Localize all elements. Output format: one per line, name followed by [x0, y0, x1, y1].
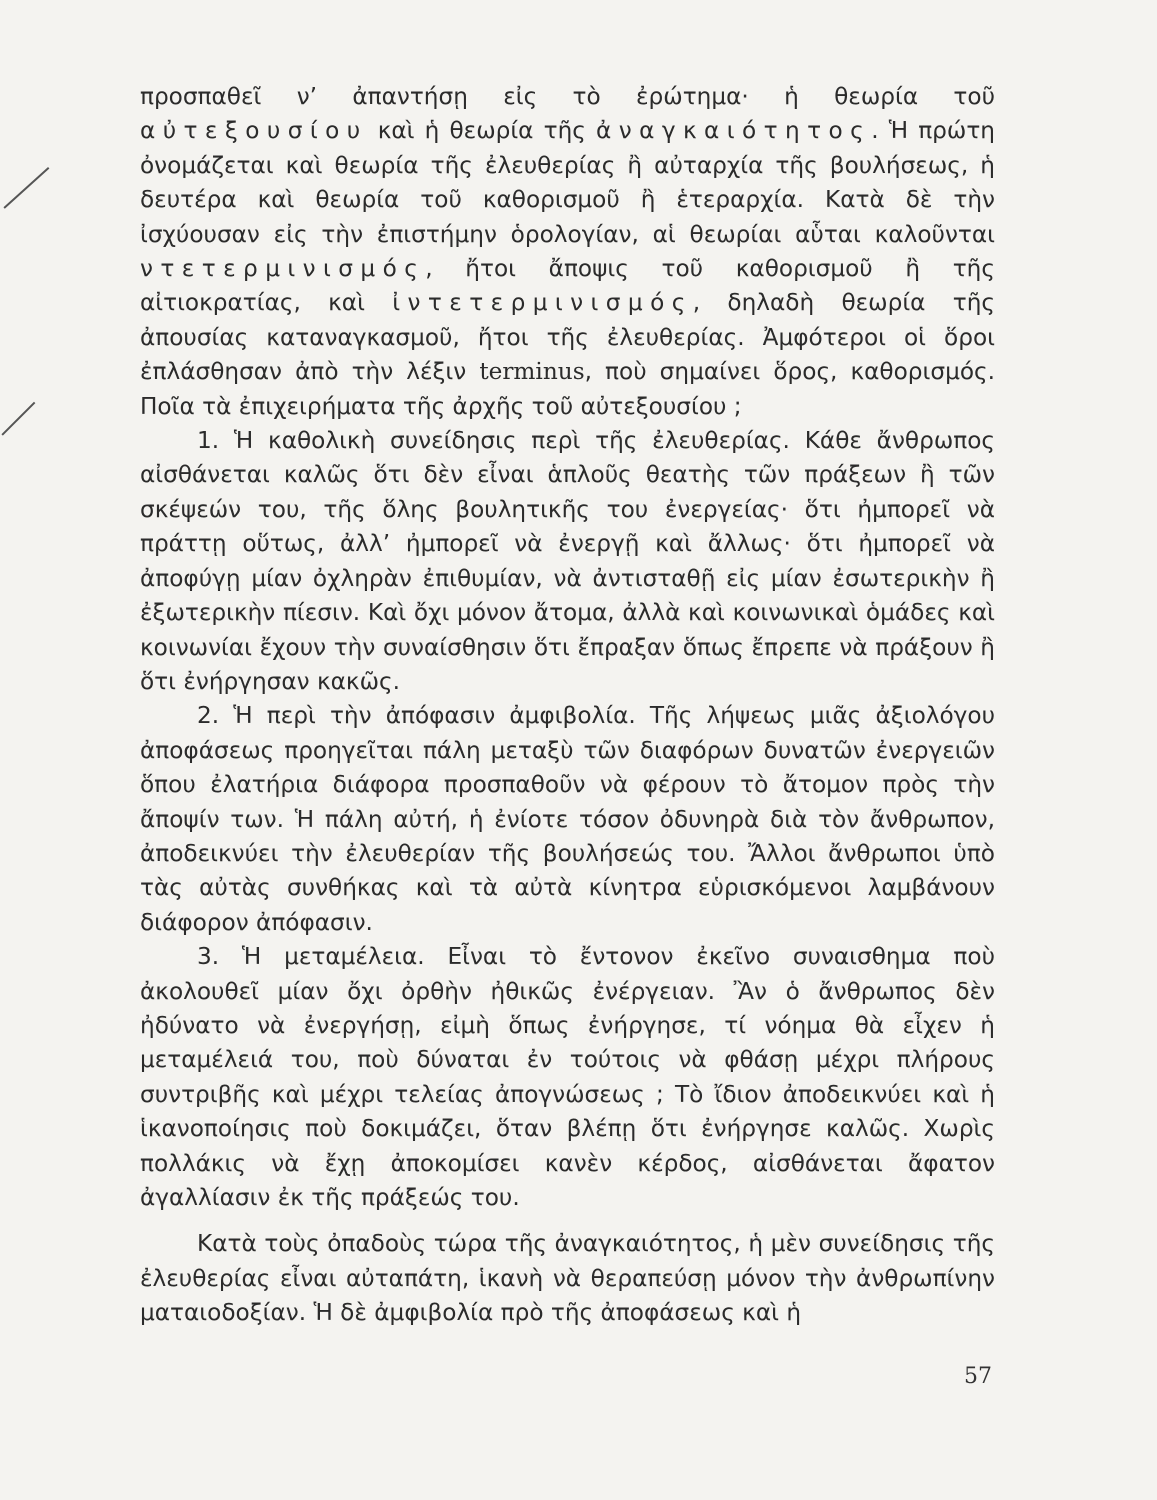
spaced-term: ἰντετερμινισμός	[392, 289, 693, 317]
paragraph-argument-2	[140, 699, 995, 940]
text-run: 1. Ἡ καθολικὴ συνείδησις περὶ τῆς ἐλευθερίας. Κάθε ἄνθρωπος αἰσθάνεται καλῶς ὅτι δὲν εἶναι ἁπλοῦς θεατὴς τῶν πράξεων ἢ τῶν σκέψεών του, τῆς ὅλης βουλητικῆς του ἐνεργείας· ὅτι ἠμπορεῖ νὰ πράττῃ οὕτως, ἀλλ’ ἠμπορεῖ νὰ ἐνεργῇ καὶ ἄλλως· ὅτι ἠμπορεῖ νὰ ἀποφύγῃ μίαν ὀχληρὰν ἐπιθυμίαν, νὰ ἀντισταθῇ εἰς μίαν ἐσωτερικὴν ἢ ἐξωτερικὴν πίεσιν. Καὶ ὄχι μόνον ἄτομα, ἀλλὰ καὶ κοινωνικαὶ ὁμάδες καὶ κοινωνίαι ἔχουν τὴν συναίσθησιν ὅτι ἔπραξαν ὅπως ἔπρεπε νὰ πράξουν ἢ ὅτι ἐνήργησαν κακῶς.	[140, 427, 995, 695]
text-run: , δηλαδὴ θεωρία τῆς ἀπουσίας καταναγκασμοῦ, ἤτοι τῆς ἐλευθερίας. Ἀμφότεροι οἱ ὅροι ἐπλάσθησαν ἀπὸ τὴν λέξιν	[140, 289, 995, 386]
latin-term: terminus	[479, 358, 585, 386]
text-run: , ποὺ σημαίνει ὅρος, καθορισμός. Ποῖα τὰ ἐπιχειρήματα τῆς ἀρχῆς τοῦ αὐτεξουσίου ;	[140, 358, 995, 420]
body-text	[140, 80, 995, 1331]
page-number: 57	[964, 1364, 992, 1389]
paragraph-argument-3	[140, 940, 995, 1215]
margin-pencil-mark	[1, 402, 35, 436]
text-run: 3. Ἡ μεταμέλεια. Εἶναι τὸ ἔντονον ἐκεῖνο συναισθημα ποὺ ἀκολουθεῖ μίαν ὄχι ὀρθὴν ἠθικῶς ἐνέργειαν. Ἂν ὁ ἄνθρωπος δὲν ἠδύνατο νὰ ἐνεργήσῃ, εἰμὴ ὅπως ἐνήργησε, τί νόημα θὰ εἶχεν ἡ μεταμέλειά του, ποὺ δύναται ἐν τούτοις νὰ φθάσῃ μέχρι πλήρους συντριβῆς καὶ μέχρι τελείας ἀπογνώσεως ; Τὸ ἴδιον ἀποδεικνύει καὶ ἡ ἱκανοποίησις ποὺ δοκιμάζει, ὅταν βλέπῃ ὅτι ἐνήργησε καλῶς. Χωρὶς πολλάκις νὰ ἔχῃ ἀποκομίσει κανὲν κέρδος, αἰσθάνεται ἄφατον ἀγαλλίασιν ἐκ τῆς πράξεώς του.	[140, 943, 995, 1211]
spaced-term: αὐτεξουσίου	[140, 117, 368, 145]
text-run: , ἤτοι ἄποψις τοῦ καθορισμοῦ ἢ τῆς αἰτιοκρατίας, καὶ	[140, 255, 995, 317]
text-run: . Ἡ πρώτη ὀνομάζεται καὶ θεωρία τῆς ἐλευθερίας ἢ αὐταρχία τῆς βουλήσεως, ἡ δευτέρα καὶ θεωρία τοῦ καθορισμοῦ ἢ ἑτεραρχία. Κατὰ δὲ τὴν ἰσχύουσαν εἰς τὴν ἐπιστήμην ὁρολογίαν, αἱ θεωρίαι αὗται καλοῦνται	[140, 117, 995, 248]
spaced-term: ντετερμινισμός	[140, 255, 426, 283]
spaced-term: ἀναγκαιότητος	[596, 117, 872, 145]
text-run: προσπαθεῖ ν’ ἀπαντήσῃ εἰς τὸ ἐρώτημα· ἡ θεωρία τοῦ	[140, 83, 995, 110]
paragraph-argument-1	[140, 424, 995, 699]
margin-pencil-mark	[3, 167, 49, 208]
paragraph-necessity	[140, 1227, 995, 1330]
paragraph-intro	[140, 80, 995, 424]
text-run: καὶ ἡ θεωρία τῆς	[367, 117, 597, 145]
text-run: Κατὰ τοὺς ὀπαδοὺς τώρα τῆς ἀναγκαιότητος, ἡ μὲν συνείδησις τῆς ἐλευθερίας εἶναι αὐταπάτη, ἱκανὴ νὰ θεραπεύσῃ μόνον τὴν ἀνθρωπίνην ματαιοδοξίαν. Ἡ δὲ ἀμφιβολία πρὸ τῆς ἀποφάσεως καὶ ἡ	[140, 1230, 995, 1327]
text-run: 2. Ἡ περὶ τὴν ἀπόφασιν ἀμφιβολία. Τῆς λήψεως μιᾶς ἀξιολόγου ἀποφάσεως προηγεῖται πάλη μεταξὺ τῶν διαφόρων δυνατῶν ἐνεργειῶν ὅπου ἐλατήρια διάφορα προσπαθοῦν νὰ φέρουν τὸ ἄτομον πρὸς τὴν ἄποψίν των. Ἡ πάλη αὐτή, ἡ ἐνίοτε τόσον ὀδυνηρὰ διὰ τὸν ἄνθρωπον, ἀποδεικνύει τὴν ἐλευθερίαν τῆς βουλήσεώς του. Ἄλλοι ἄνθρωποι ὑπὸ τὰς αὐτὰς συνθήκας καὶ τὰ αὐτὰ κίνητρα εὑρισκόμενοι λαμβάνουν διάφορον ἀπόφασιν.	[140, 702, 995, 936]
